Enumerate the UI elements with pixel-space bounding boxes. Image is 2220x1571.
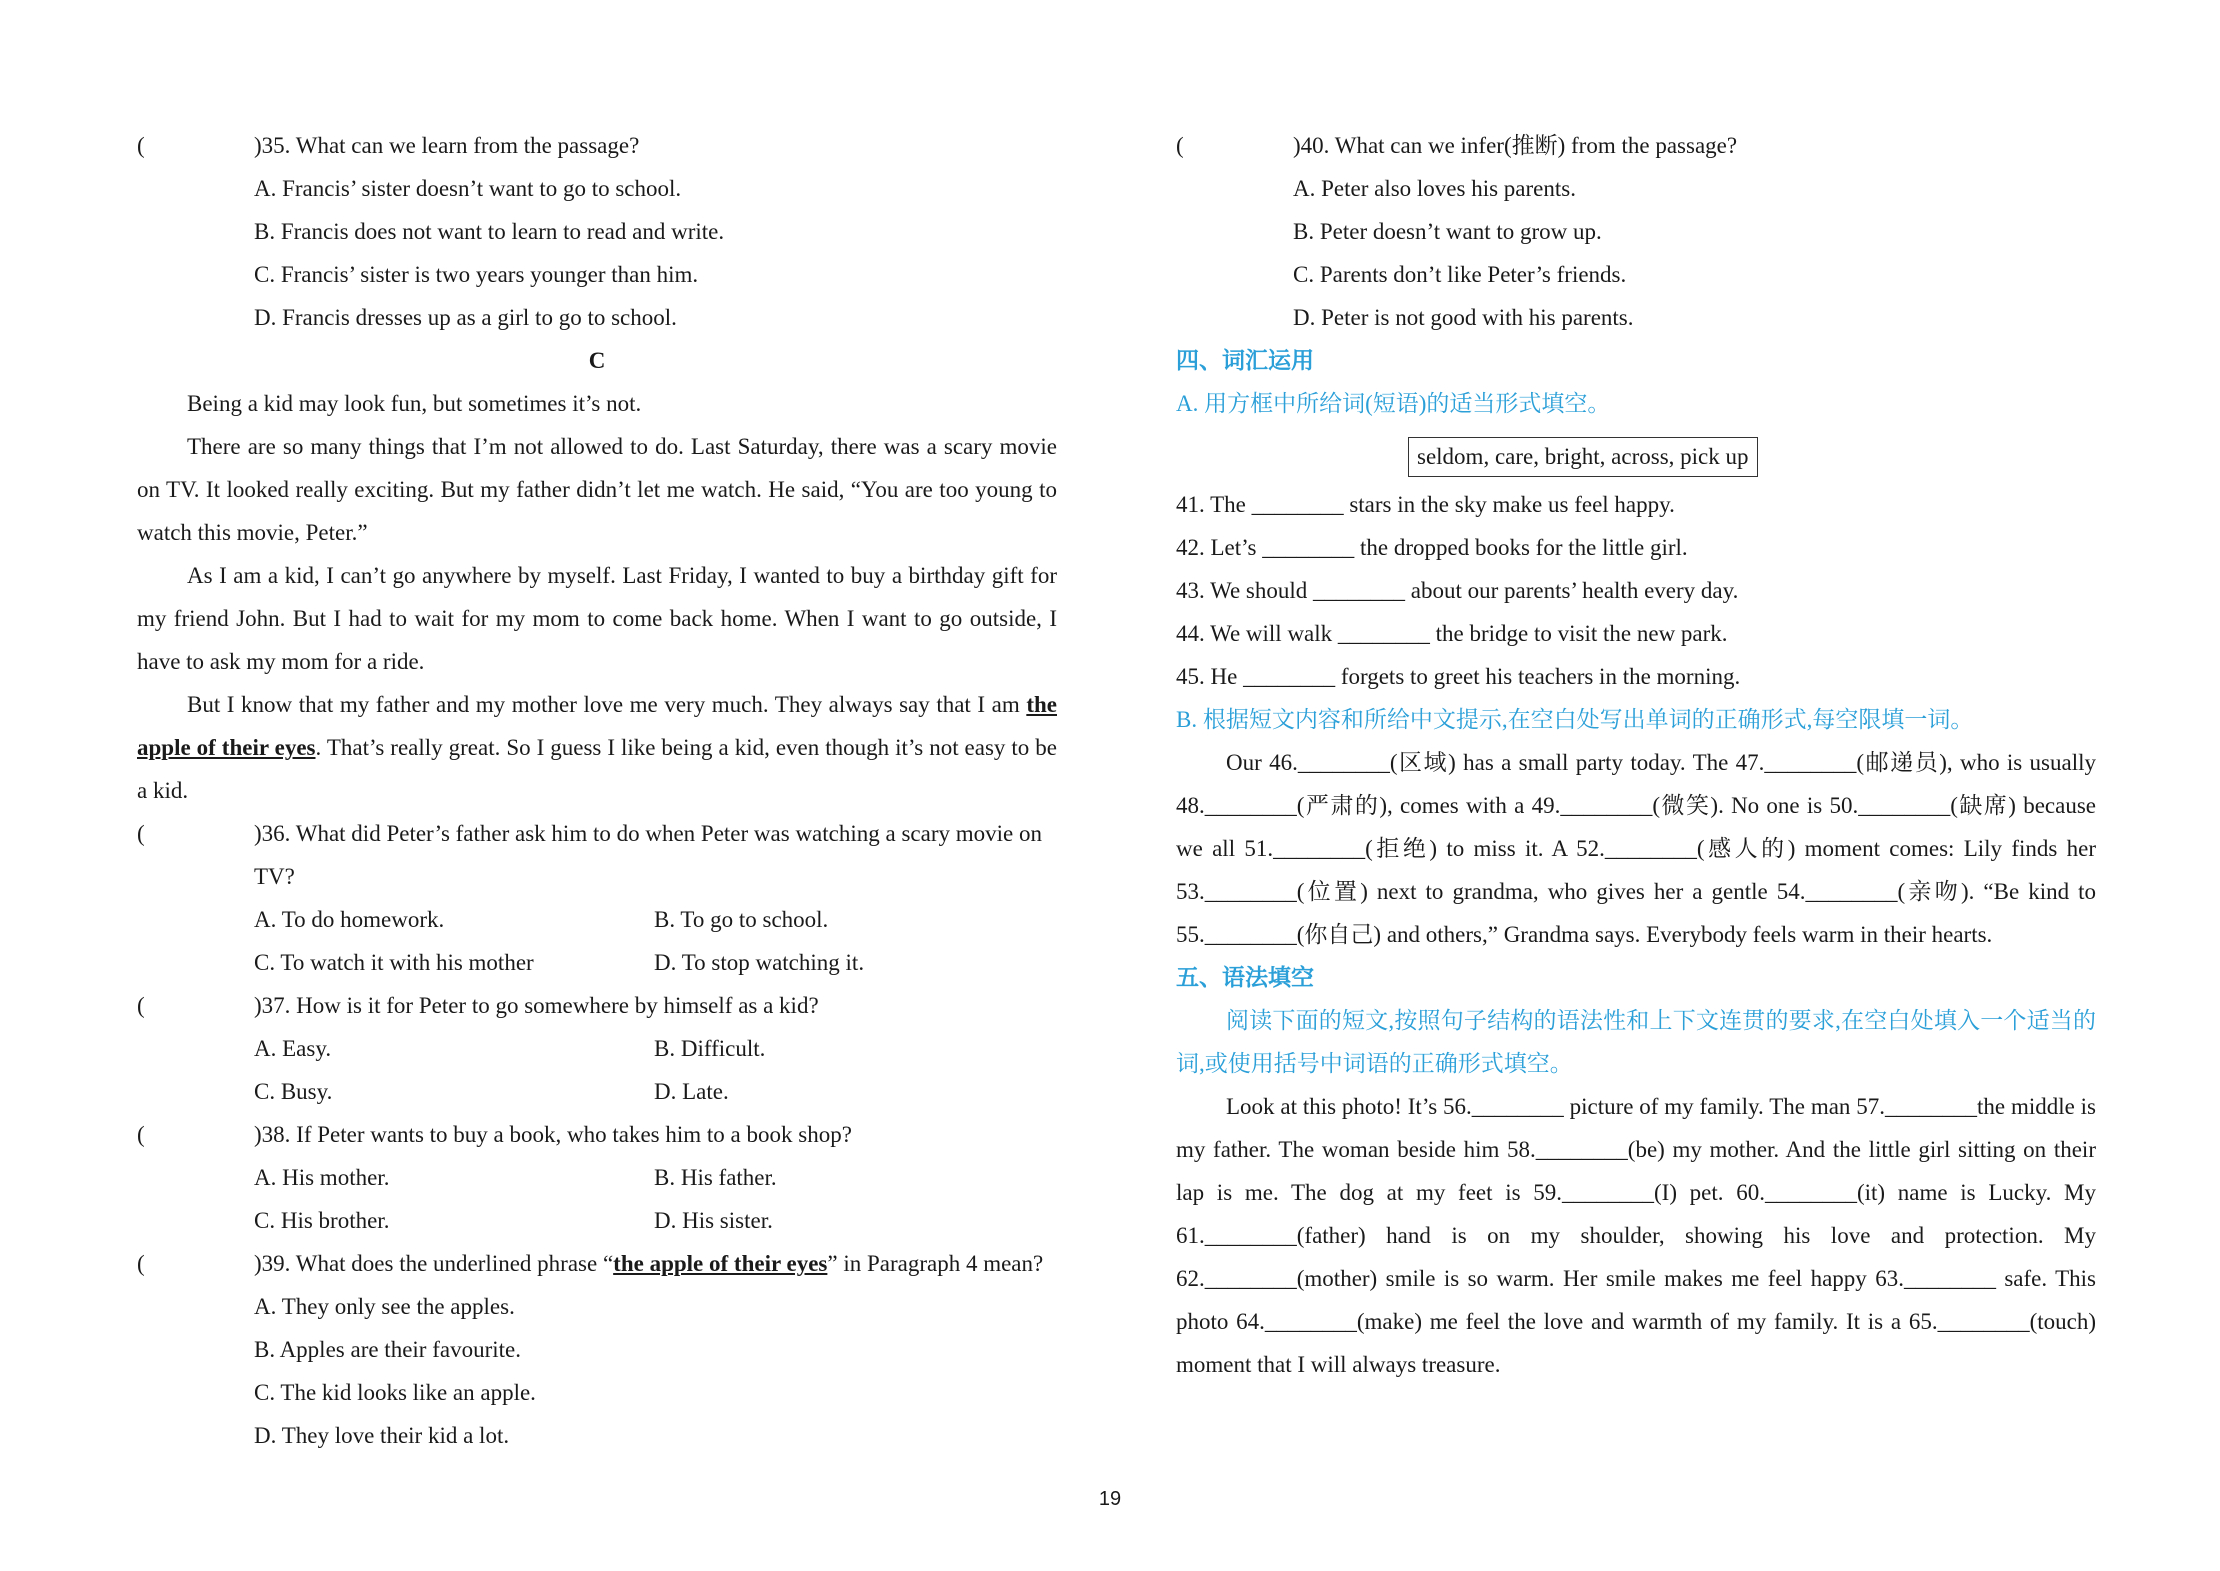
question-39 bbox=[137, 1242, 1057, 1285]
options-row bbox=[137, 1156, 1057, 1199]
left-column bbox=[137, 124, 1057, 1457]
section-4a-instruction: A. 用方框中所给词(短语)的适当形式填空。 bbox=[1176, 391, 1611, 416]
question-stem: )35. What can we learn from the passage? bbox=[254, 133, 640, 158]
question-stem: )37. How is it for Peter to go somewhere by himself as a kid? bbox=[254, 993, 819, 1018]
fill-45[interactable]: 45. He ________ forgets to greet his teachers in the morning. bbox=[1176, 664, 1741, 689]
option-a: A. To do homework. bbox=[254, 907, 445, 932]
right-column bbox=[1176, 124, 2096, 1386]
option-d: D. To stop watching it. bbox=[654, 950, 865, 975]
option-b: B. His father. bbox=[654, 1165, 777, 1190]
option-c: C. To watch it with his mother bbox=[254, 950, 534, 975]
option-a: A. His mother. bbox=[254, 1165, 390, 1190]
option-b: B. Peter doesn’t want to grow up. bbox=[1293, 219, 1602, 244]
options-row bbox=[137, 1070, 1057, 1113]
option-d: D. They love their kid a lot. bbox=[254, 1423, 510, 1448]
option-c: C. Busy. bbox=[254, 1079, 333, 1104]
paragraph-1: Being a kid may look fun, but sometimes it’s not. bbox=[187, 391, 642, 416]
question-stem: )36. What did Peter’s father ask him to do when Peter was watching a scary movie on TV? bbox=[254, 821, 1042, 889]
section-4-heading: 四、词汇运用 bbox=[1176, 348, 1314, 373]
section-4b-passage[interactable]: Our 46.________(区域) has a small party today. The 47.________(邮递员), who is usually 48.________(严肃的), comes with a 49.________(微笑). No one is 50.________(缺席) because we all 51.________(拒绝) to miss it. A 52.________(感人的) moment comes: Lily finds her 53.________(位置) next to grandma, who gives her a gentle 54.________(亲吻). “Be kind to 55.________(你自己) and others,” Grandma says. Everybody feels warm in their hearts. bbox=[1176, 750, 2096, 947]
fill-44[interactable]: 44. We will walk ________ the bridge to visit the new park. bbox=[1176, 621, 1728, 646]
answer-bracket[interactable]: ( bbox=[137, 133, 145, 158]
paragraph-4-text-end: . That’s really great. So I guess I like being a kid, even though it’s not easy to be a kid. bbox=[137, 735, 1057, 803]
section-5-heading: 五、语法填空 bbox=[1176, 965, 1314, 990]
section-4b-instruction: B. 根据短文内容和所给中文提示,在空白处写出单词的正确形式,每空限填一词。 bbox=[1176, 707, 1974, 732]
paragraph-4-text: But I know that my father and my mother love me very much. They always say that I am bbox=[187, 692, 1027, 717]
option-a: A. They only see the apples. bbox=[254, 1294, 515, 1319]
answer-bracket[interactable]: ( bbox=[137, 1122, 145, 1147]
question-stem: )40. What can we infer(推断) from the passage? bbox=[1293, 133, 1738, 158]
option-d: D. Peter is not good with his parents. bbox=[1293, 305, 1634, 330]
option-c: C. Parents don’t like Peter’s friends. bbox=[1293, 262, 1627, 287]
word-box: seldom, care, bright, across, pick up bbox=[1408, 437, 1758, 477]
underlined-phrase: the apple of their eyes bbox=[137, 692, 1057, 760]
option-b: B. To go to school. bbox=[654, 907, 829, 932]
answer-bracket[interactable]: ( bbox=[137, 821, 145, 846]
fill-41[interactable]: 41. The ________ stars in the sky make us feel happy. bbox=[1176, 492, 1675, 517]
option-b: B. Apples are their favourite. bbox=[254, 1337, 521, 1362]
paragraph-2: There are so many things that I’m not allowed to do. Last Saturday, there was a scary movie on TV. It looked really exciting. But my father didn’t let me watch. He said, “You are too young to watch this movie, Peter.” bbox=[137, 434, 1057, 545]
option-c: C. The kid looks like an apple. bbox=[254, 1380, 536, 1405]
passage-title: C bbox=[588, 348, 606, 373]
section-5-instruction: 阅读下面的短文,按照句子结构的语法性和上下文连贯的要求,在空白处填入一个适当的词,或使用括号中词语的正确形式填空。 bbox=[1176, 1008, 2096, 1076]
option-a: A. Francis’ sister doesn’t want to go to school. bbox=[254, 176, 682, 201]
question-stem: )39. What does the underlined phrase “ bbox=[254, 1251, 614, 1276]
option-a: A. Easy. bbox=[254, 1036, 332, 1061]
option-b: B. Difficult. bbox=[654, 1036, 766, 1061]
question-40 bbox=[1176, 124, 2096, 167]
question-37 bbox=[137, 984, 1057, 1027]
page-number: 19 bbox=[1098, 1488, 1122, 1510]
answer-bracket[interactable]: ( bbox=[137, 993, 145, 1018]
question-stem: )38. If Peter wants to buy a book, who takes him to a book shop? bbox=[254, 1122, 852, 1147]
option-c: C. Francis’ sister is two years younger than him. bbox=[254, 262, 699, 287]
fill-43[interactable]: 43. We should ________ about our parents’ health every day. bbox=[1176, 578, 1739, 603]
question-36 bbox=[137, 812, 1057, 898]
paragraph-4 bbox=[137, 683, 1057, 812]
option-a: A. Peter also loves his parents. bbox=[1293, 176, 1576, 201]
options-row bbox=[137, 898, 1057, 941]
options-row bbox=[137, 1027, 1057, 1070]
answer-bracket[interactable]: ( bbox=[1176, 133, 1184, 158]
question-38 bbox=[137, 1113, 1057, 1156]
options-row bbox=[137, 1199, 1057, 1242]
question-stem-end: ” in Paragraph 4 mean? bbox=[827, 1251, 1044, 1276]
options-row bbox=[137, 941, 1057, 984]
paragraph-3: As I am a kid, I can’t go anywhere by myself. Last Friday, I wanted to buy a birthday gift for my friend John. But I had to wait for my mom to come back home. When I want to go outside, I have to ask my mom for a ride. bbox=[137, 563, 1057, 674]
section-5-passage[interactable]: Look at this photo! It’s 56.________ picture of my family. The man 57.________the middle is my father. The woman beside him 58.________(be) my mother. And the little girl sitting on their lap is me. The dog at my feet is 59.________(I) pet. 60.________(it) name is Lucky. My 61.________(father) hand is on my shoulder, showing his love and protection. My 62.________(mother) smile is so warm. Her smile makes me feel happy 63.________ safe. This photo 64.________(make) me feel the love and warmth of my family. It is a 65.________(touch) moment that I will always treasure. bbox=[1176, 1094, 2096, 1377]
option-d: D. Late. bbox=[654, 1079, 729, 1104]
fill-42[interactable]: 42. Let’s ________ the dropped books for the little girl. bbox=[1176, 535, 1688, 560]
option-b: B. Francis does not want to learn to read and write. bbox=[254, 219, 725, 244]
option-d: D. His sister. bbox=[654, 1208, 773, 1233]
option-d: D. Francis dresses up as a girl to go to school. bbox=[254, 305, 677, 330]
answer-bracket[interactable]: ( bbox=[137, 1251, 145, 1276]
question-35 bbox=[137, 124, 1057, 167]
option-c: C. His brother. bbox=[254, 1208, 390, 1233]
underlined-phrase: the apple of their eyes bbox=[613, 1251, 828, 1276]
